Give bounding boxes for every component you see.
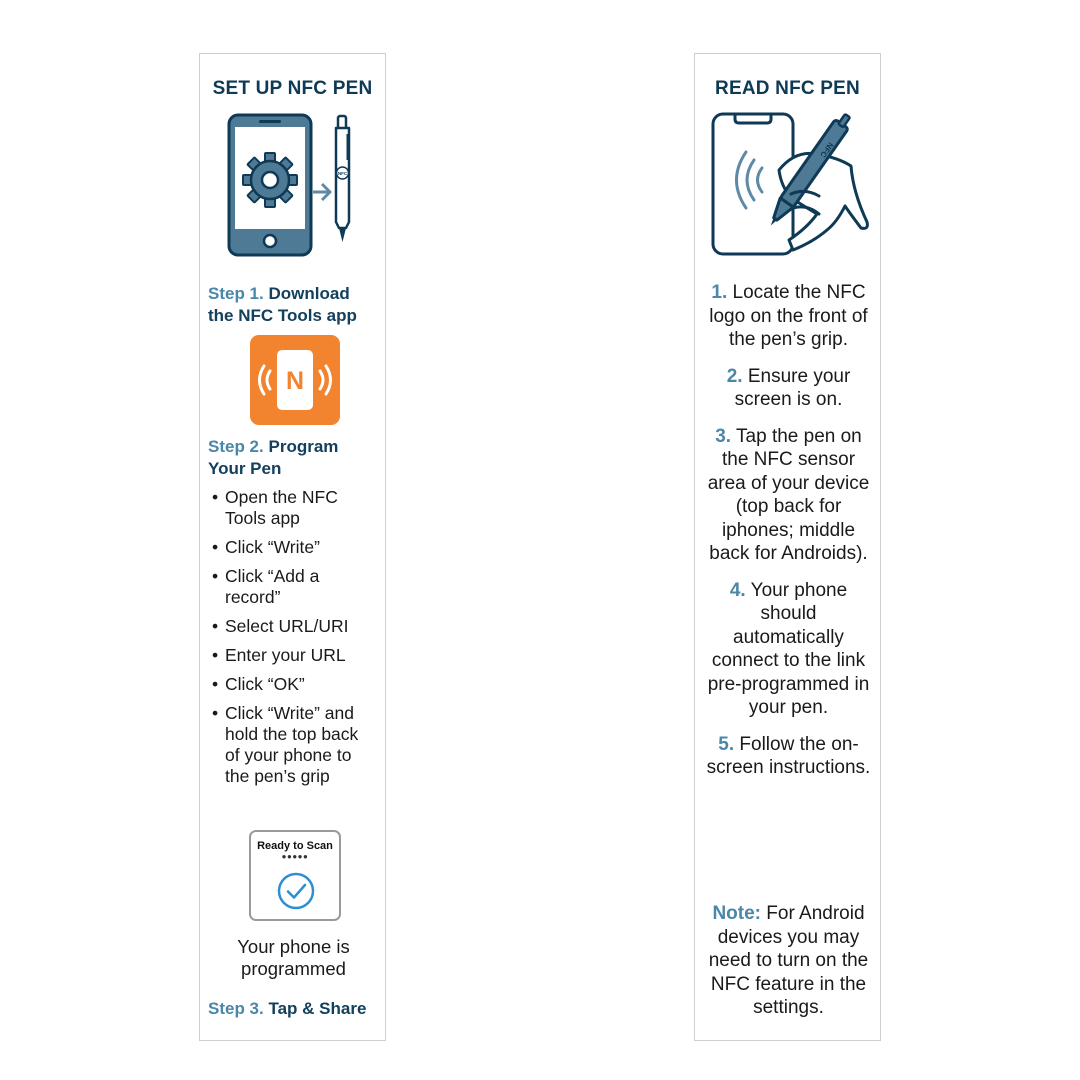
phone-gear-arrow-pen-icon: [225, 112, 365, 258]
read-step-text: Ensure your screen is on.: [734, 365, 851, 410]
step1-text: Download the NFC Tools app: [208, 284, 357, 325]
read-card-title: READ NFC PEN: [715, 78, 860, 99]
hand-tapping-pen-on-phone-icon: [709, 110, 869, 260]
read-step-number: 4.: [729, 579, 746, 601]
setup-card-title: SET UP NFC PEN: [212, 78, 373, 99]
read-step-number: 2.: [726, 365, 743, 387]
read-steps: [705, 281, 872, 793]
read-pen-nfc-badge: NFC: [818, 140, 836, 160]
step2-text: Program Your Pen: [208, 437, 339, 478]
nfc-tools-logo: [250, 335, 340, 425]
read-step-text: Your phone should automatically connect to the link pre-programmed in your pen.: [707, 579, 870, 718]
phone-programmed-text: Your phone is programmed: [237, 936, 350, 979]
read-step-text: Tap the pen on the NFC sensor area of your device (top back for iphones; middle back for Androids).: [707, 425, 870, 564]
read-step-text: Locate the NFC logo on the front of the pen’s grip.: [709, 282, 868, 350]
instruction-item: • Click “Add a record”: [211, 566, 376, 608]
note-label: Note:: [712, 903, 762, 924]
read-step-3: [705, 425, 872, 566]
read-step-number: 5.: [718, 733, 735, 755]
instruction-item: • Click “Write”: [211, 537, 376, 558]
read-nfc-pen-card: [694, 53, 881, 1041]
read-step-2: [705, 365, 872, 412]
instruction-item: • Select URL/URI: [211, 616, 376, 637]
step2-number: Step 2.: [208, 437, 264, 456]
setup-nfc-pen-card: [199, 53, 386, 1041]
step2-heading: [208, 436, 378, 480]
step1-heading: [208, 283, 378, 327]
read-step-number: 3.: [715, 425, 732, 447]
ready-to-scan-dialog: [249, 830, 341, 921]
step3-number: Step 3.: [208, 999, 264, 1018]
read-step-5: [705, 733, 872, 780]
instruction-item: • Click “Write” and hold the top back of your phone to the pen’s grip: [211, 703, 376, 787]
check-circle-icon: [277, 872, 315, 910]
read-step-1: [705, 281, 872, 352]
program-instructions-list: [211, 487, 376, 795]
step1-number: Step 1.: [208, 284, 264, 303]
nfc-tools-app-icon[interactable]: [250, 335, 340, 425]
step3-heading: [208, 998, 383, 1020]
step3-text: Tap & Share: [268, 999, 367, 1018]
android-note: [703, 902, 874, 1020]
instruction-item: • Open the NFC Tools app: [211, 487, 376, 529]
read-step-text: Follow the on-screen instructions.: [706, 733, 871, 778]
instruction-item: • Click “OK”: [211, 674, 376, 695]
ready-to-scan-label: Ready to Scan: [257, 840, 333, 852]
instruction-item: • Enter your URL: [211, 645, 376, 666]
pen-nfc-badge: NFC: [337, 171, 348, 176]
read-step-number: 1.: [711, 282, 728, 303]
read-step-4: [705, 579, 872, 720]
note-text: For Android devices you may need to turn on the NFC feature in the settings.: [708, 903, 869, 1018]
scan-progress-dots: ●●●●●: [281, 852, 309, 861]
app-icon-letter: N: [285, 367, 305, 395]
